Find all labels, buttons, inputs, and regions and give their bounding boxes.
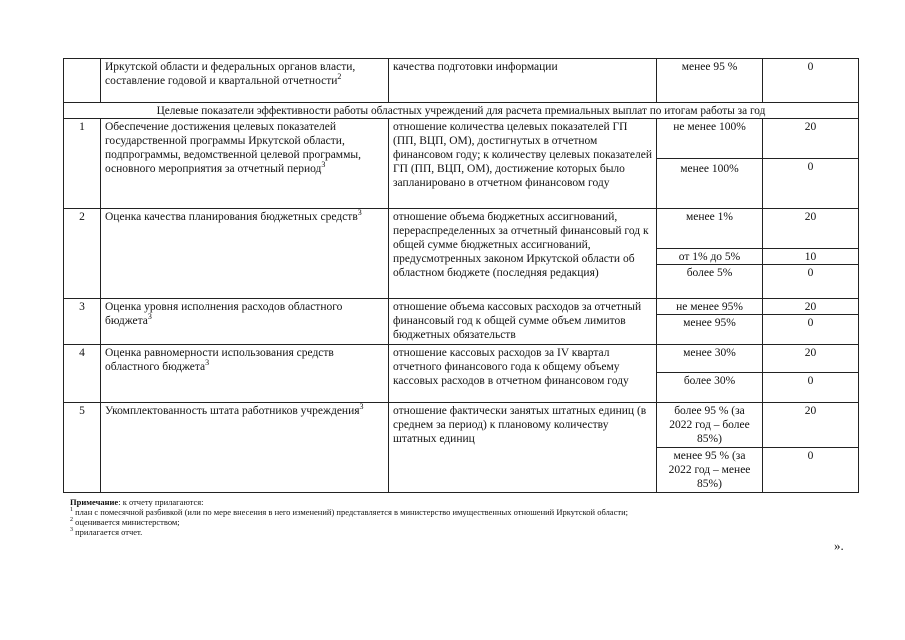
note-item — [70, 517, 830, 527]
score-cell: 0 — [763, 373, 859, 403]
condition-cell: не менее 100% — [657, 119, 763, 159]
score-cell: 20 — [763, 119, 859, 159]
indicator-cell — [101, 59, 389, 103]
condition-cell: менее 95% — [657, 315, 763, 345]
score-cell: 0 — [763, 265, 859, 299]
indicator-cell — [101, 119, 389, 209]
note-heading: Примечание — [70, 497, 119, 507]
note-text: план с помесячной разбивкой (или по мере внесения в него изменений) представляется в министерство имущественных отношений Иркутской области; — [75, 507, 628, 517]
condition-cell: менее 95 % (за 2022 год – менее 85%) — [657, 448, 763, 493]
note-heading-line — [70, 497, 830, 507]
formula-cell: отношение количества целевых показателей ГП (ПП, ВЦП, ОМ), достигнутых в отчетном финансовом году; к количеству целевых показателей ГП (ПП, ВЦП, ОМ), достижение которых было запланировано в отчетном финансовом году — [389, 119, 657, 209]
condition-cell: менее 1% — [657, 209, 763, 249]
indicator-text: Оценка равномерности использования средств областного бюджета — [105, 347, 334, 373]
note-text: прилагается отчет. — [75, 527, 143, 537]
indicator-cell — [101, 299, 389, 345]
footnote-number: 2 — [70, 517, 73, 524]
indicator-text: Оценка уровня исполнения расходов областного бюджета — [105, 301, 343, 327]
table-row — [64, 119, 859, 159]
footnote-block — [70, 497, 830, 537]
indicator-text: Оценка качества планирования бюджетных средств — [105, 211, 358, 223]
note-item — [70, 507, 830, 517]
condition-cell: менее 30% — [657, 345, 763, 373]
section-title: Целевые показатели эффективности работы областных учреждений для расчета премиальных выплат по итогам работы за год — [64, 103, 859, 119]
score-cell: 10 — [763, 249, 859, 265]
table-row — [64, 345, 859, 373]
condition-cell: более 5% — [657, 265, 763, 299]
formula-cell: отношение фактически занятых штатных единиц (в среднем за период) к плановому количеству штатных единиц — [389, 403, 657, 493]
table-row — [64, 299, 859, 315]
indicator-text: Обеспечение достижения целевых показателей государственной программы Иркутской области, подпрограммы, ведомственной целевой программы, основного мероприятия за отчетный период — [105, 121, 361, 175]
table-row — [64, 59, 859, 103]
footnote-ref: 2 — [337, 72, 342, 82]
indicator-cell — [101, 345, 389, 403]
formula-cell: отношение объема бюджетных ассигнований, перераспределенных за отчетный финансовый год к общей сумме бюджетных ассигнований, предусмотренных законом Иркутской области об областном бюджете (последняя редакция) — [389, 209, 657, 299]
row-number — [64, 59, 101, 103]
condition-cell: не менее 95% — [657, 299, 763, 315]
formula-cell: отношение объема кассовых расходов за отчетный финансовый год к общей сумме объем лимитов бюджетных обязательств — [389, 299, 657, 345]
table-row — [64, 209, 859, 249]
indicator-cell — [101, 403, 389, 493]
indicator-text: Укомплектованность штата работников учреждения — [105, 405, 360, 417]
footnote-number: 3 — [70, 527, 73, 534]
condition-cell: более 30% — [657, 373, 763, 403]
note-text: оценивается министерством; — [75, 517, 180, 527]
row-number: 2 — [64, 209, 101, 299]
row-number: 4 — [64, 345, 101, 403]
footnote-ref: 3 — [147, 312, 152, 322]
indicator-text: Иркутской области и федеральных органов власти, составление годовой и квартальной отчетности — [105, 61, 356, 87]
row-number: 1 — [64, 119, 101, 209]
condition-cell: от 1% до 5% — [657, 249, 763, 265]
indicator-cell — [101, 209, 389, 299]
score-cell: 20 — [763, 403, 859, 448]
row-number: 3 — [64, 299, 101, 345]
row-number: 5 — [64, 403, 101, 493]
note-item — [70, 527, 830, 537]
condition-cell: более 95 % (за 2022 год – более 85%) — [657, 403, 763, 448]
note-intro: : к отчету прилагаются: — [118, 497, 204, 507]
score-cell: 20 — [763, 209, 859, 249]
footnote-ref: 3 — [205, 358, 210, 368]
formula-cell: отношение кассовых расходов за IV квартал отчетного финансового года к общему объему кассовых расходов в отчетном финансовом году — [389, 345, 657, 403]
score-cell: 20 — [763, 345, 859, 373]
condition-cell: менее 95 % — [657, 59, 763, 103]
footnote-ref: 3 — [357, 208, 362, 218]
formula-cell: качества подготовки информации — [389, 59, 657, 103]
section-header-row — [64, 103, 859, 119]
indicators-table — [63, 58, 859, 493]
score-cell: 20 — [763, 299, 859, 315]
footnote-ref: 3 — [359, 402, 364, 412]
footnote-number: 1 — [70, 507, 73, 514]
closing-quote-mark: ». — [834, 538, 844, 553]
score-cell: 0 — [763, 59, 859, 103]
score-cell: 0 — [763, 159, 859, 209]
score-cell: 0 — [763, 315, 859, 345]
footnote-ref: 3 — [321, 160, 326, 170]
condition-cell: менее 100% — [657, 159, 763, 209]
score-cell: 0 — [763, 448, 859, 493]
table-row — [64, 403, 859, 448]
